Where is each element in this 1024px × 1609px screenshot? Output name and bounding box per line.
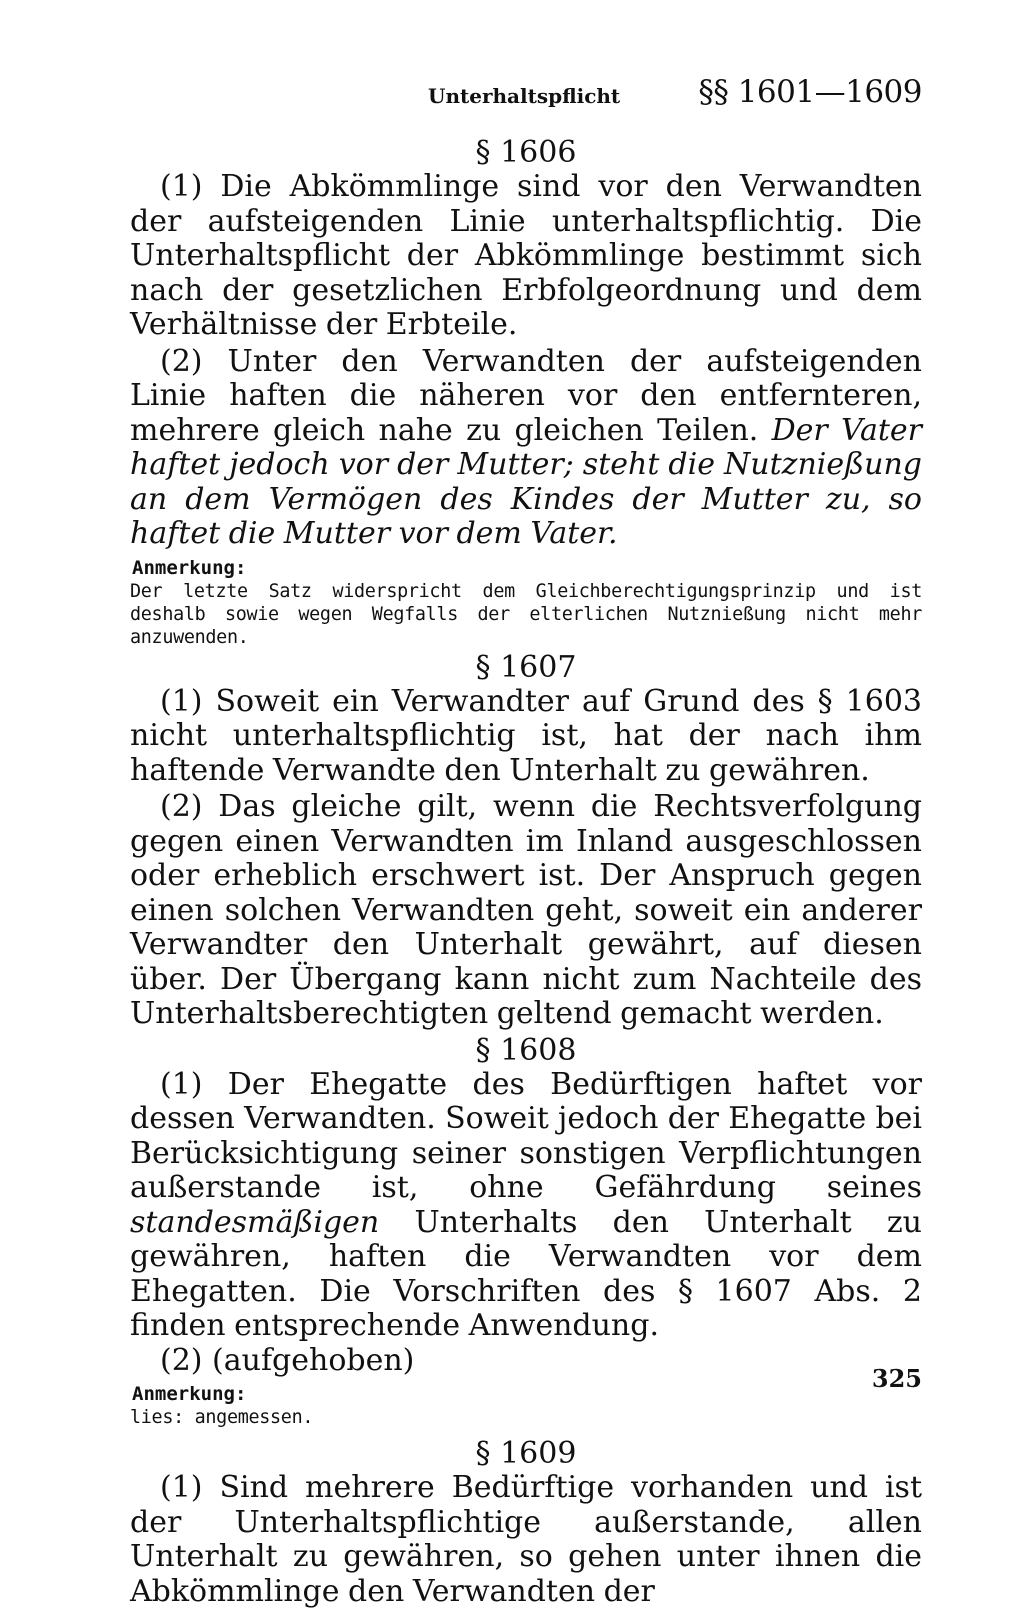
paragraph-1608-1 bbox=[130, 1068, 922, 1344]
section-1609 bbox=[130, 1437, 922, 1609]
paragraph-1606-2 bbox=[130, 345, 922, 552]
page-number: 325 bbox=[871, 1364, 922, 1393]
paragraph-1608-1-italic: standesmäßigen bbox=[130, 1204, 380, 1240]
note-label-1608: Anmerkung: bbox=[132, 1383, 247, 1405]
section-heading-1607: § 1607 bbox=[475, 649, 577, 685]
running-title: Unterhaltspflicht bbox=[428, 84, 621, 108]
paragraph-1606-1: (1) Die Abkömmlinge sind vor den Verwandten der aufsteigenden Linie unterhaltspflichtig. Die Unterhaltspflicht der Abkömmlinge bestimmt sich nach der gesetzlichen Erbfolgeordnung und dem Verhältnisse der Erbteile. bbox=[130, 169, 922, 342]
paragraph-1607-1: (1) Soweit ein Verwandter auf Grund des § 1603 nicht unterhaltspflichtig ist, hat der nach ihm haftende Verwandte den Unterhalt zu gewähren. bbox=[130, 683, 922, 788]
paragraph-1609-1: (1) Sind mehrere Bedürftige vorhanden und ist der Unterhaltspflichtige außerstande, allen Unterhalt zu gewähren, so gehen unter ihnen die Abkömmlinge den Verwandten der bbox=[130, 1470, 922, 1609]
section-heading-1608: § 1608 bbox=[475, 1032, 577, 1068]
page-header bbox=[130, 70, 922, 120]
document-page bbox=[130, 70, 922, 1609]
paragraph-1608-1-text-a: (1) Der Ehegatte des Bedürftigen haftet vor dessen Verwandten. Soweit jedoch der Ehegatte bei Berücksichtigung seiner sonstigen Verpflichtungen außerstande ist, ohne Gefährdung seines bbox=[130, 1066, 922, 1205]
paragraph-1608-2: (2) (aufgehoben) bbox=[160, 1342, 415, 1378]
section-heading-1609: § 1609 bbox=[475, 1436, 577, 1471]
section-heading-1606: § 1606 bbox=[475, 135, 577, 170]
paragraph-1606-2-text: (2) Unter den Verwandten der aufsteigenden Linie haften die näheren vor den entfernteren, mehrere gleich nahe zu gleichen Teilen. bbox=[130, 343, 922, 448]
paragraph-1608-1-text-b: Unterhalts den Unterhalt zu gewähren, haften die Verwandten vor dem Ehegatten. Die Vorschriften des § 1607 Abs. 2 finden entsprechende Anwendung. bbox=[130, 1204, 922, 1343]
paragraph-1607-2: (2) Das gleiche gilt, wenn die Rechtsverfolgung gegen einen Verwandten im Inland ausgeschlossen oder erheblich erschwert ist. Der Anspruch gegen einen solchen Verwandten geht, soweit ein anderer Verwandter den Unterhalt gewährt, auf diesen über. Der Übergang kann nicht zum Nachteile des Unterhaltsberechtigten geltend gemacht werden. bbox=[130, 789, 922, 1031]
note-text-1606: Der letzte Satz widerspricht dem Gleichberechtigungsprinzip und ist deshalb sowie wegen Wegfalls der elterlichen Nutznießung nicht mehr anzuwenden. bbox=[130, 580, 922, 648]
note-text-1608: lies: angemessen. bbox=[130, 1407, 314, 1428]
section-range: §§ 1601—1609 bbox=[698, 74, 922, 110]
section-1606 bbox=[130, 136, 922, 649]
paragraph-1606-2-italic: Der Vater haftet jedoch vor der Mutter; steht die Nutznießung an dem Vermögen des Kindes der Mutter zu, so haftet die Mutter vor dem Vater. bbox=[130, 412, 922, 551]
section-1608 bbox=[130, 1034, 922, 1430]
section-1607 bbox=[130, 651, 922, 1032]
note-label-1606: Anmerkung: bbox=[132, 556, 247, 579]
